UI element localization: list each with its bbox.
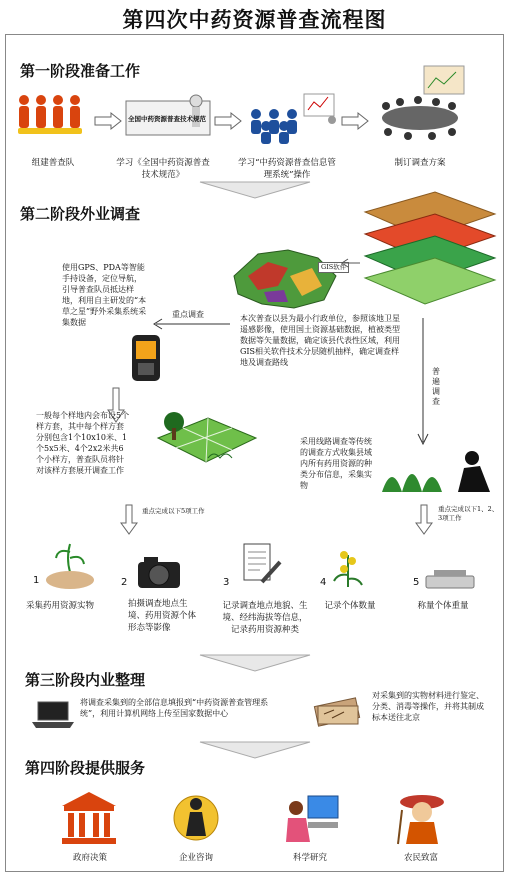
- plot-design-text: 一般每个样地内会布设5个样方套，其中每个样方套分别包含1个10x10米、1个5x5米、4个2x2米共6个小样方，普查队员将针对该样方套展开调查工作: [36, 411, 130, 475]
- sample-plot-illustration: [148, 408, 258, 478]
- business-person-icon: [172, 790, 220, 846]
- page-title: 第四次中药资源普查流程图: [122, 7, 387, 32]
- training-class-illustration: [244, 90, 340, 146]
- herb-sample-icon: [40, 540, 100, 592]
- step-form-team: 组建普查队: [31, 158, 75, 168]
- meeting-table-illustration: [372, 66, 472, 146]
- pda-device-icon: [126, 333, 166, 383]
- stage-down-arrow-icon: [200, 178, 310, 200]
- researcher-computer-icon: [282, 792, 340, 846]
- stage-down-arrow-icon: [200, 738, 310, 760]
- task-number: 5: [413, 577, 420, 588]
- gis-layered-map-illustration: [355, 192, 500, 312]
- team-people-illustration: [14, 90, 86, 142]
- arrow-right-icon: [95, 113, 121, 129]
- general-survey-label: 普遍调查: [432, 367, 440, 406]
- service-label: 政府决策: [72, 853, 107, 863]
- stage2-heading: 第二阶段外业调查: [20, 205, 141, 223]
- step-plan: 制订调查方案: [394, 158, 446, 168]
- task-label: 拍摄调查地点生境、药用资源个体形态等影像: [128, 599, 197, 633]
- laptop-icon: [30, 700, 74, 730]
- farmer-icon: [396, 790, 448, 846]
- stage4-heading: 第四阶段提供服务: [25, 759, 146, 777]
- arrow-left-icon: [340, 258, 360, 268]
- arrow-right-icon: [342, 113, 368, 129]
- task-label: 采集药用资源实物: [25, 601, 94, 611]
- task-label: 记录调查地点地貌、生境、经纬海拔等信息，记录药用资源种类: [222, 601, 308, 635]
- survey-method-text: 本次普查以县为最小行政单位，参照该地卫星遥感影像，使用国土资源基础数据，植被类型数据等矢量数据，确定该县代表性区域，利用GIS相关软件技术分层随机抽样，确定调查样地及调查路线: [240, 314, 400, 367]
- camera-icon: [136, 554, 182, 590]
- step-study-system: 学习“中药资源普查信息管理系统”操作: [238, 158, 336, 180]
- notepad-writing-icon: [236, 542, 284, 588]
- gps-pda-text: 使用GPS、PDA等智能手持设备，定位导航，引导普查队员抵达样地，利用自主研发的“本草之星”野外采集系统采集数据: [62, 263, 147, 327]
- scale-icon: [424, 566, 476, 590]
- key-survey-label: 重点调查: [172, 310, 204, 319]
- plant-count-icon: [330, 545, 366, 589]
- stage3-heading: 第三阶段内业整理: [25, 671, 146, 689]
- arrow-right-icon: [215, 113, 241, 129]
- specimen-stack-icon: [312, 692, 362, 726]
- note-five-tasks: 重点完成以下5项工作: [142, 507, 205, 515]
- line-survey-text: 采用线路调查等传统的调查方式收集县域内所有药用资源的种类分布信息，采集实物: [300, 437, 372, 490]
- task-number: 4: [320, 577, 327, 588]
- government-building-icon: [60, 790, 118, 846]
- task-number: 1: [33, 575, 40, 586]
- arrow-down-icon: [121, 505, 137, 535]
- stage-down-arrow-icon: [200, 651, 310, 673]
- arrow-down-icon: [416, 318, 430, 450]
- service-label: 农民致富: [403, 853, 438, 863]
- note-three-tasks: 重点完成以下1、2、3项工作: [438, 505, 499, 522]
- county-map-illustration: [228, 246, 340, 312]
- task-label: 记录个体数量: [324, 601, 376, 611]
- stage1-heading: 第一阶段准备工作: [20, 62, 141, 80]
- upload-data-text: 将调查采集到的全部信息填报到“中药资源普查管理系统”，利用计算机网络上传至国家数据中心: [80, 698, 269, 718]
- field-survey-illustration: [380, 446, 496, 494]
- arrow-down-icon: [416, 505, 432, 535]
- task-number: 2: [121, 577, 128, 588]
- task-label: 称量个体重量: [417, 601, 469, 611]
- arrow-left-icon: [150, 316, 230, 330]
- gis-software-tag: GIS软件: [318, 262, 349, 273]
- step-study-spec: 学习《全国中药资源普查技术规范》: [116, 158, 210, 180]
- spec-book-title: 全国中药资源普查技术规范: [128, 115, 206, 123]
- service-label: 企业咨询: [178, 853, 213, 863]
- task-number: 3: [223, 577, 230, 588]
- service-label: 科学研究: [292, 853, 327, 863]
- specimen-text: 对采集到的实物材料进行鉴定、分类、消毒等操作，并将其制成标本送往北京: [372, 691, 484, 722]
